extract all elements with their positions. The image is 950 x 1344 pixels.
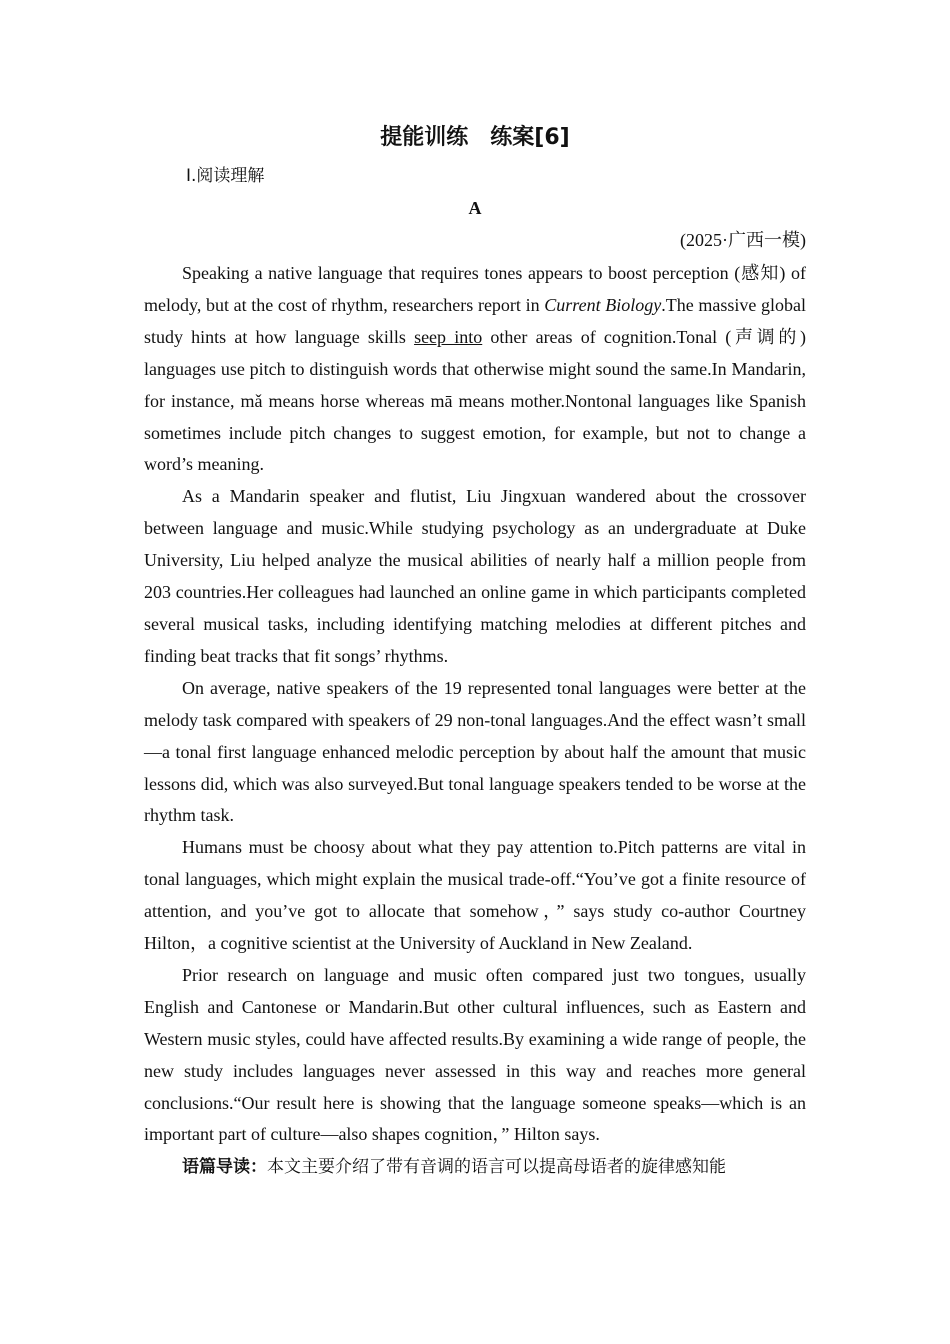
document-page <box>144 118 806 1184</box>
paragraph-5: Prior research on language and music often compared just two tongues, usually English and Cantonese or Mandarin.But other cultural influences, such as Eastern and Western music styles, could have affected results.By examining a wide range of people, the new study includes languages never assessed in this way and reaches more general conclusions.“Our result here is showing that the language someone speaks—which is an important part of culture—also shapes cognition，” Hilton says. <box>144 964 806 1145</box>
section-heading: Ⅰ.阅读理解 <box>186 166 265 186</box>
page-title: 提能训练 练案[6] <box>380 125 570 150</box>
paragraph-1-part-c: other areas of cognition.Tonal (声调的) languages use pitch to distinguish words that otherwise might sound the same.In Mandarin, for instance, mǎ means horse whereas mā means mother.Nontonal languages like Spanish sometimes include pitch changes to suggest emotion, for example, but not to change a word’s meaning. <box>144 326 806 475</box>
source-note: (2025·广西一模) <box>680 230 806 250</box>
paragraph-1-part-b: .The massive global study hints at how language skills <box>144 294 806 347</box>
passage-guide <box>144 1151 806 1184</box>
guide-label: 语篇导读： <box>182 1157 267 1178</box>
underlined-phrase: seep into <box>414 326 483 347</box>
guide-text: 本文主要介绍了带有音调的语言可以提高母语者的旋律感知能 <box>267 1157 726 1178</box>
paragraph-2: As a Mandarin speaker and flutist, Liu Jingxuan wandered about the crossover between language and music.While studying psychology as an undergraduate at Duke University, Liu helped analyze the musical abilities of nearly half a million people from 203 countries.Her colleagues had launched an online game in which participants completed several musical tasks, including identifying matching melodies at different pitches and finding beat tracks that fit songs’ rhythms. <box>144 486 806 666</box>
paragraph-3: On average, native speakers of the 19 represented tonal languages were better at the melody task compared with speakers of 29 non-tonal languages.And the effect wasn’t small—a tonal first language enhanced melodic perception by about half the amount that music lessons did, which was also surveyed.But tonal language speakers tended to be worse at the rhythm task. <box>144 677 806 826</box>
passage-label: A <box>468 198 482 218</box>
paragraph-1 <box>144 258 806 481</box>
journal-name: Current Biology <box>544 294 662 315</box>
paragraph-1-part-a: Speaking a native language that requires tones appears to boost perception (感知) of melody, but at the cost of rhythm, researchers report in <box>144 263 806 315</box>
paragraph-4: Humans must be choosy about what they pay attention to.Pitch patterns are vital in tonal languages, which might explain the musical trade-off.“You’ve got a finite resource of attention, and you’ve got to allocate that somehow，” says study co-author Courtney Hilton，a cognitive scientist at the University of Auckland in New Zealand. <box>144 837 806 954</box>
